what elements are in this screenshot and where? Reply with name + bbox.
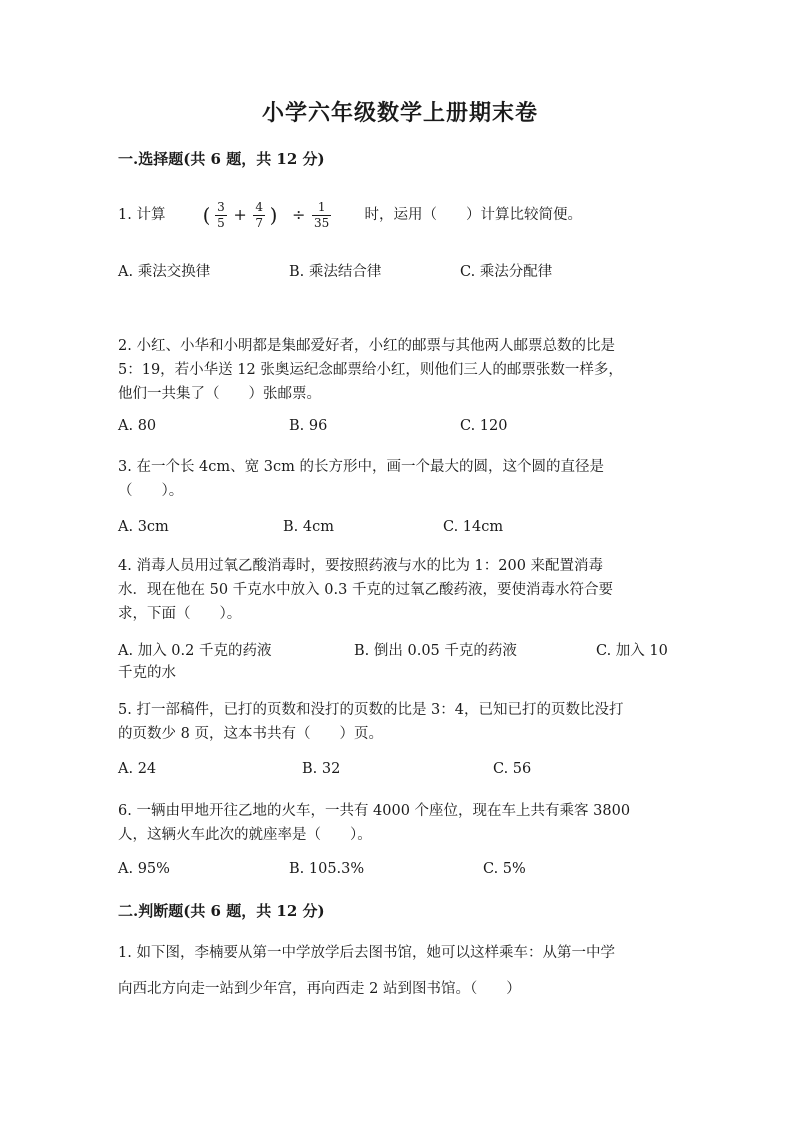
q1-option-a: A. 乘法交换律 <box>118 264 211 280</box>
fraction-1-35: $\frac{1}{35}$ <box>314 199 330 230</box>
question-4-line: 求，下面（ ）。 <box>118 606 242 622</box>
question-4 <box>118 554 613 626</box>
q6-option-a: A. 95% <box>118 861 170 877</box>
q4-option-a: A. 加入 0.2 千克的药液 <box>118 643 272 659</box>
fraction-4-7: $\frac{4}{7}$ <box>255 199 263 230</box>
question-1-suffix: 时，运用（ ）计算比较简便。 <box>364 207 583 223</box>
question-2-line: 他们一共集了（ ）张邮票。 <box>118 386 321 402</box>
fraction-3-5: $\frac{3}{5}$ <box>217 199 225 230</box>
q3-option-b: B. 4cm <box>283 519 334 535</box>
question-2-line: 2. 小红、小华和小明都是集邮爱好者，小红的邮票与其他两人邮票总数的比是 <box>118 338 615 354</box>
question-6 <box>118 799 630 847</box>
judgement-question-1-line: 向西北方向走一站到少年宫，再向西走 2 站到图书馆。（ ） <box>118 981 521 997</box>
q2-option-b: B. 96 <box>289 418 328 434</box>
plus-sign: + <box>233 205 247 224</box>
question-2-line: 5：19，若小华送 12 张奥运纪念邮票给小红，则他们三人的邮票张数一样多， <box>118 362 623 378</box>
divide-sign: ÷ <box>292 205 306 224</box>
q4-option-c-wrap: 千克的水 <box>118 665 176 681</box>
question-6-line: 6. 一辆由甲地开往乙地的火车，一共有 4000 个座位，现在车上共有乘客 3800 <box>118 803 631 819</box>
judgement-question-1-line: 1. 如下图，李楠要从第一中学放学后去图书馆，她可以这样乘车：从第一中学 <box>118 945 615 961</box>
judgement-question-1 <box>118 935 615 1007</box>
question-3 <box>118 455 604 503</box>
question-1-prefix: 1. 计算 <box>118 207 166 223</box>
q1-option-b: B. 乘法结合律 <box>289 264 382 280</box>
q6-option-c: C. 5% <box>483 861 526 877</box>
section-heading-choice: 一.选择题(共 6 题，共 12 分) <box>118 150 325 168</box>
question-3-line: （ ）。 <box>118 483 184 499</box>
question-5-line: 5. 打一部稿件，已打的页数和没打的页数的比是 3：4，已知已打的页数比没打 <box>118 702 624 718</box>
question-3-line: 3. 在一个长 4cm、宽 3cm 的长方形中，画一个最大的圆，这个圆的直径是 <box>118 459 604 475</box>
q5-option-a: A. 24 <box>118 761 157 777</box>
right-paren: ) <box>269 203 278 227</box>
q3-option-c: C. 14cm <box>443 519 504 535</box>
q3-option-a: A. 3cm <box>118 519 169 535</box>
q5-option-b: B. 32 <box>302 761 341 777</box>
page-title: 小学六年级数学上册期末卷 <box>261 100 538 126</box>
question-5 <box>118 698 624 746</box>
q2-option-c: C. 120 <box>460 418 508 434</box>
question-6-line: 人，这辆火车此次的就座率是（ ）。 <box>118 827 372 843</box>
question-2 <box>118 334 623 406</box>
question-4-line: 4. 消毒人员用过氧乙酸消毒时，要按照药液与水的比为 1：200 来配置消毒 <box>118 558 604 574</box>
question-4-line: 水．现在他在 50 千克水中放入 0.3 千克的过氧乙酸药液，要使消毒水符合要 <box>118 582 613 598</box>
q4-option-b: B. 倒出 0.05 千克的药液 <box>354 643 517 659</box>
question-5-line: 的页数少 8 页，这本书共有（ ）页。 <box>118 726 383 742</box>
q6-option-b: B. 105.3% <box>289 861 365 877</box>
question-1 <box>118 198 582 232</box>
q5-option-c: C. 56 <box>493 761 532 777</box>
left-paren: ( <box>202 203 211 227</box>
q1-option-c: C. 乘法分配律 <box>460 264 553 280</box>
q4-option-c: C. 加入 10 <box>596 643 668 659</box>
section-heading-judgement: 二.判断题(共 6 题，共 12 分) <box>118 902 325 920</box>
q2-option-a: A. 80 <box>118 418 157 434</box>
